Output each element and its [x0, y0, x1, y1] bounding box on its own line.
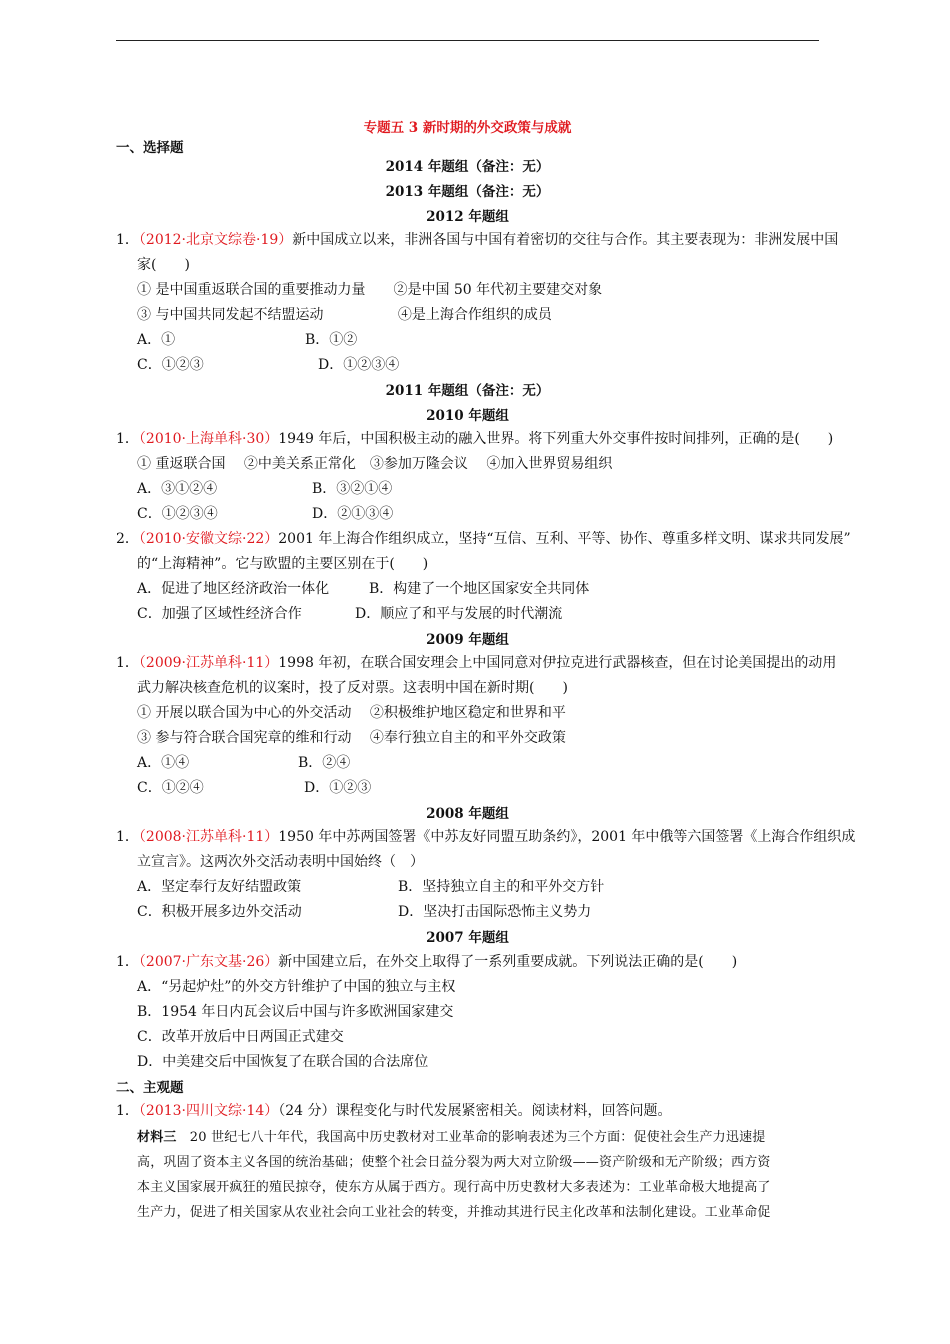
- question-number: 1．: [116, 1103, 139, 1119]
- question-text: （24 分）课程变化与时代发展紧密相关。阅读材料，回答问题。: [278, 1103, 672, 1119]
- question-source: （2007·广东文基·26）: [138, 954, 279, 970]
- question-number: 1．: [116, 232, 139, 248]
- question-source: （2010·安徽文综·22）: [138, 531, 279, 547]
- header-rule: [116, 40, 819, 41]
- answer-option-c: C．积极开展多边外交活动: [137, 904, 302, 920]
- answer-option-d: D．②①③④: [312, 506, 394, 522]
- statement-line: ③ 参与符合联合国宪章的维和行动 ④奉行独立自主的和平外交政策: [137, 730, 566, 746]
- question-2010-2: [116, 528, 851, 548]
- material-line: 高，巩固了资本主义各国的统治基础；使整个社会日益分裂为两大对立阶级——资产阶级和无产阶级；西方资: [137, 1155, 771, 1170]
- answer-option-d: D．中美建交后中国恢复了在联合国的合法席位: [137, 1054, 429, 1070]
- question-source: （2008·江苏单科·11）: [138, 829, 279, 845]
- material-line: 本主义国家展开疯狂的殖民掠夺，使东方从属于西方。现行高中历史教材大多表述为：工业革命极大地提高了: [137, 1180, 771, 1195]
- question-number: 1．: [116, 431, 139, 447]
- group-heading-2008: 2008 年题组: [426, 806, 509, 822]
- answer-option-d: D．①②③④: [318, 357, 400, 373]
- question-text-cont: 家( ): [137, 257, 190, 273]
- group-heading-2014: 2014 年题组（备注：无）: [385, 159, 550, 175]
- answer-option-a: A．“另起炉灶”的外交方针维护了中国的独立与主权: [137, 979, 456, 995]
- question-text: 1998 年初，在联合国安理会上中国同意对伊拉克进行武器核查，但在讨论美国提出的动用: [278, 655, 837, 671]
- answer-option-b: B．③②①④: [312, 481, 393, 497]
- material-line: [137, 1126, 765, 1145]
- question-text-cont: 武力解决核查危机的议案时，投了反对票。这表明中国在新时期( ): [137, 680, 568, 696]
- group-heading-2007: 2007 年题组: [426, 930, 509, 946]
- question-number: 1．: [116, 954, 139, 970]
- question-source: （2009·江苏单科·11）: [138, 655, 279, 671]
- question-text: 1949 年后，中国积极主动的融入世界。将下列重大外交事件按时间排列，正确的是( ): [278, 431, 834, 447]
- answer-option-a: A．促进了地区经济政治一体化: [137, 581, 330, 597]
- group-heading-2013: 2013 年题组（备注：无）: [385, 184, 550, 200]
- answer-option-b: B．①②: [305, 332, 358, 348]
- question-source: （2013·四川文综·14）: [138, 1103, 279, 1119]
- answer-option-c: C．加强了区域性经济合作: [137, 606, 302, 622]
- question-2008: [116, 826, 855, 846]
- answer-option-d: D．顺应了和平与发展的时代潮流: [355, 606, 563, 622]
- section-heading-subjective: 二、主观题: [116, 1080, 184, 1096]
- section-heading-choice: 一、选择题: [116, 140, 184, 156]
- answer-option-d: D．坚决打击国际恐怖主义势力: [398, 904, 592, 920]
- question-number: 1．: [116, 655, 139, 671]
- question-source: （2012·北京文综卷·19）: [138, 232, 293, 248]
- question-2012: [116, 229, 838, 249]
- question-text: 1950 年中苏两国签署《中苏友好同盟互助条约》，2001 年中俄等六国签署《上海合作组织成: [278, 829, 856, 845]
- question-source: （2010·上海单科·30）: [138, 431, 279, 447]
- statement-line: ① 重返联合国 ②中美关系正常化 ③参加万隆会议 ④加入世界贸易组织: [137, 456, 613, 472]
- answer-option-c: C．①②③④: [137, 506, 218, 522]
- material-label: 材料三: [137, 1130, 177, 1145]
- statement-line: ① 开展以联合国为中心的外交活动 ②积极维护地区稳定和世界和平: [137, 705, 566, 721]
- question-2013: [116, 1100, 672, 1120]
- material-line: 生产力，促进了相关国家从农业社会向工业社会的转变，并推动其进行民主化改革和法制化建设。工业革命促: [137, 1205, 771, 1220]
- group-heading-2011: 2011 年题组（备注：无）: [385, 383, 550, 399]
- question-number: 2．: [116, 531, 139, 547]
- question-text-cont: 立宣言》。这两次外交活动表明中国始终（ ）: [137, 854, 424, 870]
- question-2007: [116, 951, 737, 971]
- statement-line: ③ 与中国共同发起不结盟运动 ④是上海合作组织的成员: [137, 307, 552, 323]
- page-title: 专题五 3 新时期的外交政策与成就: [363, 120, 572, 136]
- answer-option-b: B．构建了一个地区国家安全共同体: [369, 581, 590, 597]
- question-text: 2001 年上海合作组织成立，坚持“互信、互利、平等、协作、尊重多样文明、谋求共同发展”: [278, 531, 851, 547]
- answer-option-b: B．1954 年日内瓦会议后中国与许多欧洲国家建交: [137, 1004, 454, 1020]
- answer-option-a: A．①④: [137, 755, 190, 771]
- answer-option-a: A．③①②④: [137, 481, 218, 497]
- answer-option-c: C．①②④: [137, 780, 204, 796]
- statement-line: ① 是中国重返联合国的重要推动力量 ②是中国 50 年代初主要建交对象: [137, 282, 603, 298]
- question-2009: [116, 652, 836, 672]
- question-text-cont: 的“上海精神”。它与欧盟的主要区别在于( ): [137, 556, 429, 572]
- answer-option-b: B．坚持独立自主的和平外交方针: [398, 879, 605, 895]
- group-heading-2009: 2009 年题组: [426, 632, 509, 648]
- question-number: 1．: [116, 829, 139, 845]
- group-heading-2010: 2010 年题组: [426, 408, 509, 424]
- answer-option-c: C．改革开放后中日两国正式建交: [137, 1029, 344, 1045]
- material-text: 20 世纪七八十年代，我国高中历史教材对工业革命的影响表述为三个方面：促使社会生产力迅速提: [176, 1130, 766, 1145]
- group-heading-2012: 2012 年题组: [426, 209, 509, 225]
- question-text: 新中国建立后，在外交上取得了一系列重要成就。下列说法正确的是( ): [278, 954, 738, 970]
- answer-option-d: D．①②③: [304, 780, 372, 796]
- answer-option-c: C．①②③: [137, 357, 204, 373]
- answer-option-a: A．①: [137, 332, 176, 348]
- answer-option-a: A．坚定奉行友好结盟政策: [137, 879, 302, 895]
- answer-option-b: B．②④: [298, 755, 351, 771]
- question-text: 新中国成立以来，非洲各国与中国有着密切的交往与合作。其主要表现为：非洲发展中国: [292, 232, 839, 248]
- question-2010-1: [116, 428, 833, 448]
